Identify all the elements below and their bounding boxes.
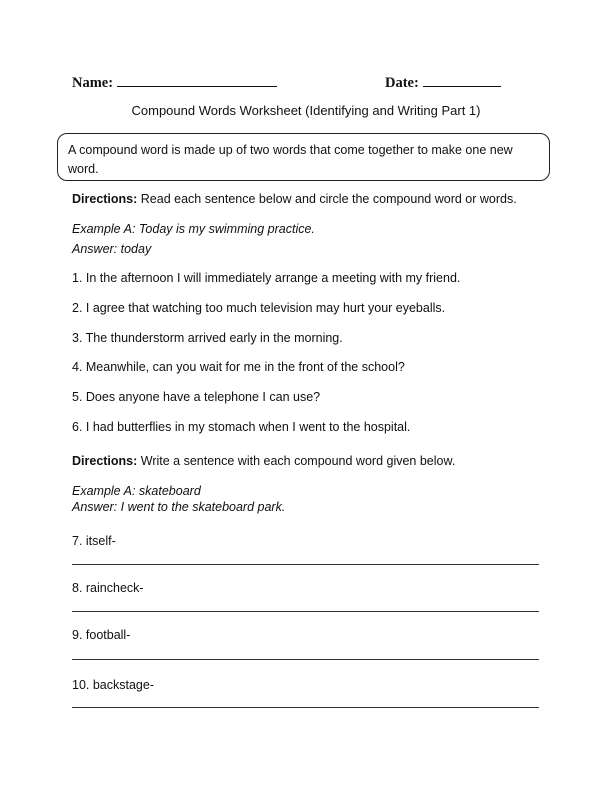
sentence-2: 2. I agree that watching too much television may hurt your eyeballs. xyxy=(72,301,446,315)
prompt-9: 9. football- xyxy=(72,628,131,642)
sentence-3: 3. The thunderstorm arrived early in the morning. xyxy=(72,331,343,345)
page-title: Compound Words Worksheet (Identifying and Writing Part 1) xyxy=(131,103,481,118)
sentence-5: 5. Does anyone have a telephone I can use? xyxy=(72,390,321,404)
part2-answer: Answer: I went to the skateboard park. xyxy=(72,500,286,514)
date-field xyxy=(385,72,501,92)
part1-directions-text: Read each sentence below and circle the compound word or words. xyxy=(137,192,517,206)
part2-example: Example A: skateboard xyxy=(72,484,201,498)
part1-example: Example A: Today is my swimming practice. xyxy=(72,222,315,236)
part2-directions-label: Directions: xyxy=(72,454,138,468)
sentence-4: 4. Meanwhile, can you wait for me in the front of the school? xyxy=(72,360,405,374)
date-blank-line[interactable] xyxy=(423,72,501,87)
answer-line-7[interactable] xyxy=(72,564,539,565)
prompt-7: 7. itself- xyxy=(72,534,116,548)
sentence-1: 1. In the afternoon I will immediately arrange a meeting with my friend. xyxy=(72,271,461,285)
part2-directions xyxy=(72,454,455,468)
name-field xyxy=(72,72,277,92)
part1-directions-label: Directions: xyxy=(72,192,138,206)
definition-box: A compound word is made up of two words that come together to make one new word. xyxy=(57,133,550,181)
prompt-10: 10. backstage- xyxy=(72,678,154,692)
header-row xyxy=(72,72,542,92)
name-label: Name: xyxy=(72,75,114,91)
part1-directions xyxy=(72,192,517,206)
answer-line-9[interactable] xyxy=(72,659,539,660)
sentence-6: 6. I had butterflies in my stomach when I went to the hospital. xyxy=(72,420,411,434)
part1-answer: Answer: today xyxy=(72,242,152,256)
prompt-8: 8. raincheck- xyxy=(72,581,144,595)
part2-directions-text: Write a sentence with each compound word given below. xyxy=(137,454,456,468)
name-blank-line[interactable] xyxy=(117,72,277,87)
answer-line-10[interactable] xyxy=(72,707,539,708)
date-label: Date: xyxy=(385,75,419,91)
answer-line-8[interactable] xyxy=(72,611,539,612)
